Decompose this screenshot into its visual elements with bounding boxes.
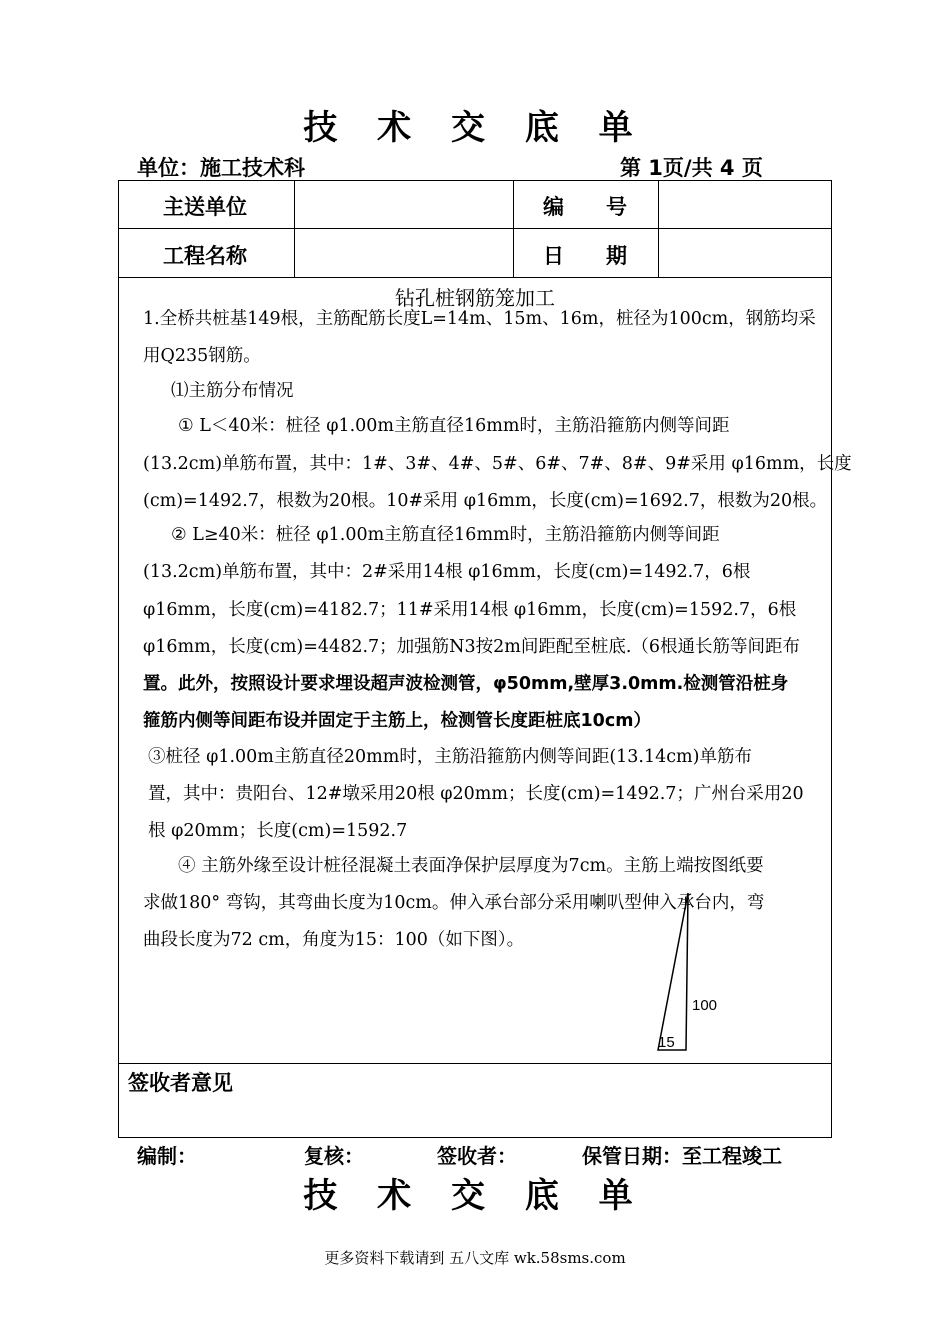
project-name-label: 工程名称 xyxy=(163,244,247,268)
content-line: 根 φ20mm；长度(cm)=1592.7 xyxy=(148,821,408,841)
content-line: ④ 主筋外缘至设计桩径混凝土表面净保护层厚度为7cm。主筋上端按图纸要 xyxy=(178,856,764,876)
content-line: 求做180° 弯钩，其弯曲长度为10cm。伸入承台部分采用喇叭型伸入承台内，弯 xyxy=(143,893,765,913)
bend-angle-diagram xyxy=(650,890,740,1060)
content-line: 1.全桥共桩基149根，主筋配筋长度L=14m、15m、16m，桩径为100cm，钢筋均采 xyxy=(143,309,816,329)
height-label: 100 xyxy=(692,997,718,1014)
date-label: 日 期 xyxy=(543,244,627,268)
content-line: 置。此外，按照设计要求埋设超声波检测管，φ50mm,壁厚3.0mm.检测管沿桩身 xyxy=(143,674,789,694)
triangle-shape xyxy=(658,893,688,1050)
content-line: ⑴主筋分布情况 xyxy=(171,381,294,401)
receipt-opinion-label: 签收者意见 xyxy=(128,1071,233,1095)
section-title: 钻孔桩钢筋笼加工 xyxy=(395,286,555,310)
reviewed-by-label: 复核： xyxy=(304,1144,364,1168)
keep-date-label: 保管日期：至工程竣工 xyxy=(582,1144,782,1168)
content-line: 用Q235钢筋。 xyxy=(143,346,261,366)
content-line: (13.2cm)单筋布置，其中：2#采用14根 φ16mm，长度(cm)=1492.7，6根 xyxy=(143,562,751,582)
content-line: ③桩径 φ1.00m主筋直径20mm时，主筋沿箍筋内侧等间距(13.14cm)单筋布 xyxy=(148,747,752,767)
content-line: φ16mm，长度(cm)=4482.7；加强筋N3按2m间距配至桩底.（6根通长筋等间距布 xyxy=(143,637,801,657)
unit-label: 单位：施工技术科 xyxy=(137,156,305,180)
content-line: 曲段长度为72 cm，角度为15：100（如下图）。 xyxy=(143,930,525,950)
content-line: (13.2cm)单筋布置，其中：1#、3#、4#、5#、6#、7#、8#、9#采用 φ16mm，长度 xyxy=(143,454,852,474)
content-line: 置，其中：贵阳台、12#墩采用20根 φ20mm；长度(cm)=1492.7；广州台采用20 xyxy=(148,784,804,804)
content-line: ② L≥40米：桩径 φ1.00m主筋直径16mm时，主筋沿箍筋内侧等间距 xyxy=(171,525,720,545)
page-indicator: 第 1页/共 4 页 xyxy=(620,156,763,180)
compiled-by-label: 编制： xyxy=(137,1144,197,1168)
content-line: 箍筋内侧等间距布设并固定于主筋上，检测管长度距桩底10cm） xyxy=(143,711,651,731)
receiver-label: 签收者： xyxy=(437,1144,517,1168)
sender-unit-label: 主送单位 xyxy=(163,195,247,219)
base-label: 15 xyxy=(658,1034,675,1051)
content-line: φ16mm，长度(cm)=4182.7；11#采用14根 φ16mm，长度(cm)=1592.7，6根 xyxy=(143,600,797,620)
content-line: ① L＜40米：桩径 φ1.00m主筋直径16mm时，主筋沿箍筋内侧等间距 xyxy=(178,416,730,436)
content-line: (cm)=1492.7，根数为20根。10#采用 φ16mm，长度(cm)=1692.7，根数为20根。 xyxy=(143,491,828,511)
repeat-title: 技 术 交 底 单 xyxy=(303,1176,647,1216)
download-note: 更多资料下载请到 五八文库 wk.58sms.com xyxy=(324,1249,626,1267)
number-label: 编 号 xyxy=(543,195,627,219)
document-title: 技 术 交 底 单 xyxy=(303,108,647,148)
